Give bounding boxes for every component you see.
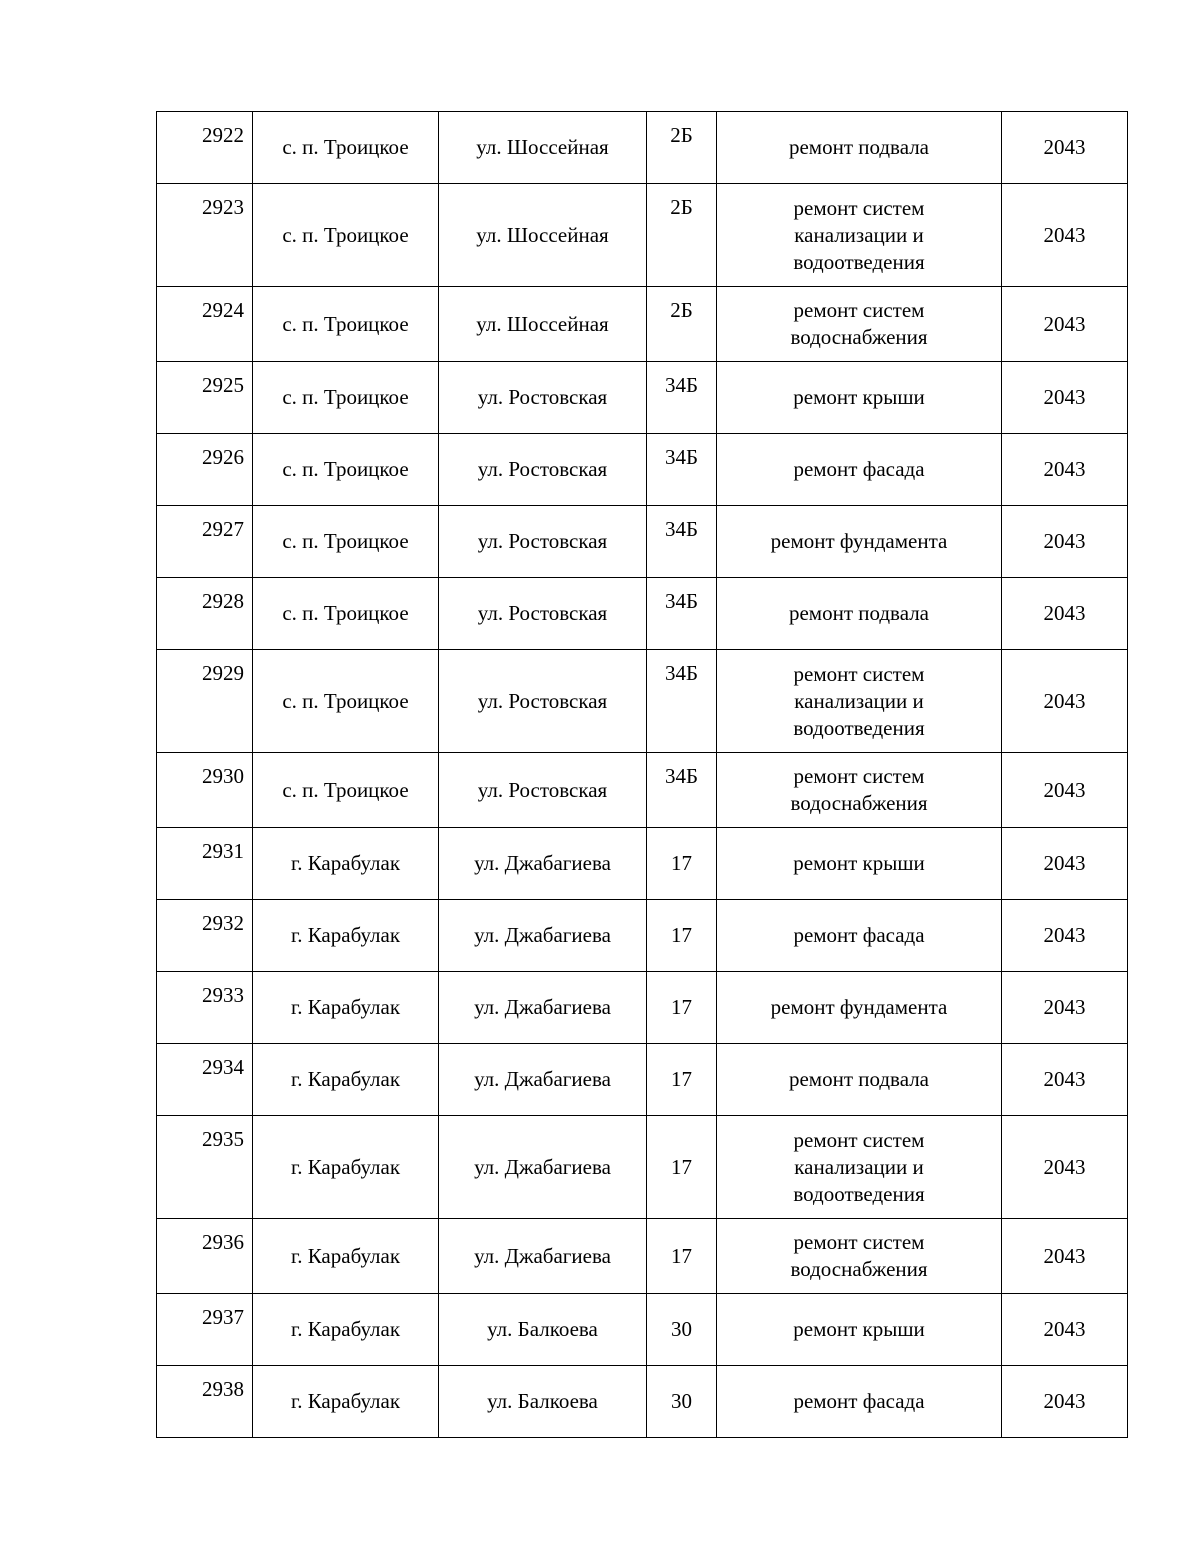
year-cell: 2043 (1002, 362, 1128, 434)
table-body (157, 112, 1128, 1438)
house-cell: 17 (647, 900, 717, 972)
house-cell: 30 (647, 1294, 717, 1366)
row-number: 2930 (157, 753, 253, 828)
work-type-cell: ремонт систем водоснабжения (717, 287, 1002, 362)
settlement-cell: г. Карабулак (253, 1116, 439, 1219)
table-row (157, 362, 1128, 434)
work-type-cell: ремонт крыши (717, 828, 1002, 900)
row-number: 2936 (157, 1219, 253, 1294)
year-cell: 2043 (1002, 753, 1128, 828)
work-type-cell: ремонт фундамента (717, 972, 1002, 1044)
house-cell: 17 (647, 1044, 717, 1116)
table-row (157, 1116, 1128, 1219)
street-cell: ул. Ростовская (439, 578, 647, 650)
year-cell: 2043 (1002, 1044, 1128, 1116)
row-number: 2937 (157, 1294, 253, 1366)
row-number: 2933 (157, 972, 253, 1044)
work-type-cell: ремонт систем канализации и водоотведения (717, 184, 1002, 287)
table-row (157, 900, 1128, 972)
year-cell: 2043 (1002, 1294, 1128, 1366)
work-type-cell: ремонт фасада (717, 900, 1002, 972)
street-cell: ул. Джабагиева (439, 1116, 647, 1219)
work-type-cell: ремонт подвала (717, 1044, 1002, 1116)
street-cell: ул. Ростовская (439, 362, 647, 434)
table-row (157, 828, 1128, 900)
row-number: 2935 (157, 1116, 253, 1219)
house-cell: 17 (647, 1116, 717, 1219)
row-number: 2925 (157, 362, 253, 434)
street-cell: ул. Джабагиева (439, 972, 647, 1044)
house-cell: 2Б (647, 112, 717, 184)
row-number: 2931 (157, 828, 253, 900)
row-number: 2934 (157, 1044, 253, 1116)
year-cell: 2043 (1002, 112, 1128, 184)
house-cell: 34Б (647, 753, 717, 828)
work-type-cell: ремонт крыши (717, 1294, 1002, 1366)
table-row (157, 184, 1128, 287)
year-cell: 2043 (1002, 650, 1128, 753)
street-cell: ул. Шоссейная (439, 287, 647, 362)
settlement-cell: с. п. Троицкое (253, 362, 439, 434)
year-cell: 2043 (1002, 287, 1128, 362)
work-type-cell: ремонт систем канализации и водоотведения (717, 650, 1002, 753)
settlement-cell: с. п. Троицкое (253, 506, 439, 578)
house-cell: 34Б (647, 506, 717, 578)
table-row (157, 287, 1128, 362)
settlement-cell: г. Карабулак (253, 1294, 439, 1366)
row-number: 2928 (157, 578, 253, 650)
row-number: 2924 (157, 287, 253, 362)
settlement-cell: г. Карабулак (253, 1044, 439, 1116)
house-cell: 34Б (647, 650, 717, 753)
table-row (157, 972, 1128, 1044)
table-row (157, 434, 1128, 506)
table-row (157, 1366, 1128, 1438)
street-cell: ул. Балкоева (439, 1294, 647, 1366)
row-number: 2927 (157, 506, 253, 578)
settlement-cell: г. Карабулак (253, 1219, 439, 1294)
work-type-cell: ремонт подвала (717, 578, 1002, 650)
table-row (157, 578, 1128, 650)
year-cell: 2043 (1002, 1366, 1128, 1438)
settlement-cell: с. п. Троицкое (253, 287, 439, 362)
street-cell: ул. Джабагиева (439, 1219, 647, 1294)
table-row (157, 650, 1128, 753)
settlement-cell: с. п. Троицкое (253, 578, 439, 650)
year-cell: 2043 (1002, 972, 1128, 1044)
year-cell: 2043 (1002, 900, 1128, 972)
year-cell: 2043 (1002, 1219, 1128, 1294)
row-number: 2923 (157, 184, 253, 287)
street-cell: ул. Джабагиева (439, 828, 647, 900)
house-cell: 34Б (647, 578, 717, 650)
table-row (157, 753, 1128, 828)
year-cell: 2043 (1002, 506, 1128, 578)
row-number: 2929 (157, 650, 253, 753)
settlement-cell: г. Карабулак (253, 900, 439, 972)
work-type-cell: ремонт подвала (717, 112, 1002, 184)
street-cell: ул. Шоссейная (439, 112, 647, 184)
street-cell: ул. Ростовская (439, 506, 647, 578)
house-cell: 17 (647, 972, 717, 1044)
table-row (157, 1294, 1128, 1366)
work-type-cell: ремонт фасада (717, 1366, 1002, 1438)
table-row (157, 112, 1128, 184)
work-type-cell: ремонт фундамента (717, 506, 1002, 578)
row-number: 2932 (157, 900, 253, 972)
table-row (157, 506, 1128, 578)
work-type-cell: ремонт крыши (717, 362, 1002, 434)
repair-schedule-table (156, 111, 1128, 1438)
settlement-cell: с. п. Троицкое (253, 753, 439, 828)
house-cell: 34Б (647, 362, 717, 434)
table-row (157, 1044, 1128, 1116)
year-cell: 2043 (1002, 1116, 1128, 1219)
year-cell: 2043 (1002, 184, 1128, 287)
work-type-cell: ремонт систем водоснабжения (717, 753, 1002, 828)
settlement-cell: с. п. Троицкое (253, 434, 439, 506)
house-cell: 30 (647, 1366, 717, 1438)
house-cell: 34Б (647, 434, 717, 506)
street-cell: ул. Шоссейная (439, 184, 647, 287)
work-type-cell: ремонт фасада (717, 434, 1002, 506)
year-cell: 2043 (1002, 828, 1128, 900)
row-number: 2922 (157, 112, 253, 184)
settlement-cell: г. Карабулак (253, 828, 439, 900)
street-cell: ул. Ростовская (439, 753, 647, 828)
year-cell: 2043 (1002, 434, 1128, 506)
settlement-cell: г. Карабулак (253, 1366, 439, 1438)
row-number: 2926 (157, 434, 253, 506)
house-cell: 17 (647, 1219, 717, 1294)
year-cell: 2043 (1002, 578, 1128, 650)
settlement-cell: с. п. Троицкое (253, 184, 439, 287)
street-cell: ул. Ростовская (439, 650, 647, 753)
work-type-cell: ремонт систем водоснабжения (717, 1219, 1002, 1294)
settlement-cell: с. п. Троицкое (253, 650, 439, 753)
work-type-cell: ремонт систем канализации и водоотведения (717, 1116, 1002, 1219)
house-cell: 2Б (647, 287, 717, 362)
table-row (157, 1219, 1128, 1294)
street-cell: ул. Джабагиева (439, 900, 647, 972)
settlement-cell: г. Карабулак (253, 972, 439, 1044)
house-cell: 2Б (647, 184, 717, 287)
house-cell: 17 (647, 828, 717, 900)
row-number: 2938 (157, 1366, 253, 1438)
street-cell: ул. Ростовская (439, 434, 647, 506)
street-cell: ул. Балкоева (439, 1366, 647, 1438)
street-cell: ул. Джабагиева (439, 1044, 647, 1116)
settlement-cell: с. п. Троицкое (253, 112, 439, 184)
